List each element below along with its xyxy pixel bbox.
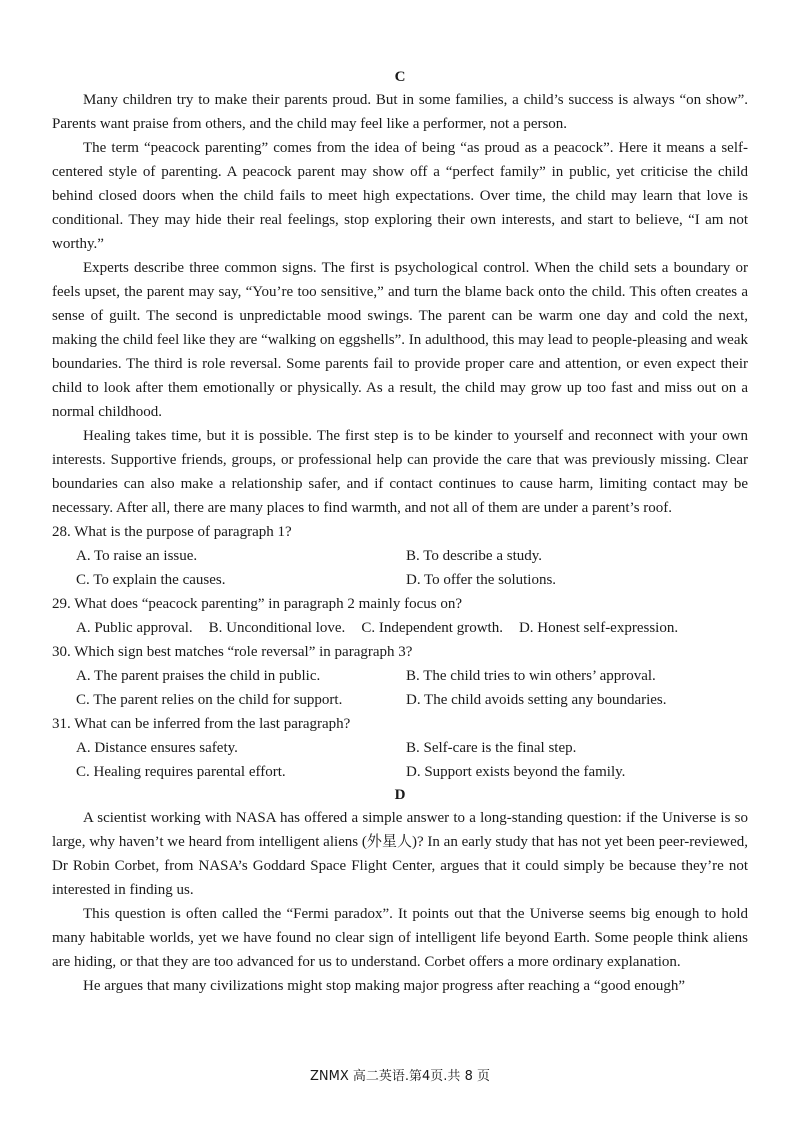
option-c: C. The parent relies on the child for support.	[76, 692, 343, 708]
option-b: B. Self-care is the final step.	[406, 740, 577, 756]
question-29	[52, 592, 748, 640]
passage-c-paragraph-2: The term “peacock parenting” comes from the idea of being “as proud as a peacock”. Here it means a self-centered style of parenting. A peacock parent may show off a “perfect family” in public, yet criticise the child behind closed doors when the child fails to meet high expectations. Over time, the child may learn that love is conditional. They may hide their real feelings, stop exploring their own interests, and start to believe, “I am not worthy.”	[52, 140, 748, 252]
question-stem: 30. Which sign best matches “role reversal” in paragraph 3?	[52, 644, 413, 660]
passage-d-paragraph-2: This question is often called the “Fermi paradox”. It points out that the Universe seems big enough to hold many habitable worlds, yet we have found no clear sign of intelligent life beyond Earth. Some people think aliens are hiding, or that they are too advanced for us to understand. Corbet offers a more ordinary explanation.	[52, 906, 748, 970]
option-b: B. Unconditional love.	[208, 620, 346, 636]
option-a: A. The parent praises the child in public.	[76, 668, 321, 684]
passage-c-paragraph-3: Experts describe three common signs. The first is psychological control. When the child sets a boundary or feels upset, the parent may say, “You’re too sensitive,” and turn the blame back onto the child. This often creates a sense of guilt. The second is unpredictable mood swings. The parent can be warm one day and cold the next, making the child feel like they are “walking on eggshells”. In adulthood, this may lead to people-pleasing and weak boundaries. The third is role reversal. Some parents fail to provide proper care and attention, or even expect their child to look after them emotionally or physically. As a result, the child may grow up too fast and miss out on a normal childhood.	[52, 260, 748, 420]
option-a: A. To raise an issue.	[76, 548, 198, 564]
option-d: D. The child avoids setting any boundaries.	[406, 692, 667, 708]
question-stem: 31. What can be inferred from the last paragraph?	[52, 716, 351, 732]
question-30	[52, 640, 748, 712]
option-b: B. To describe a study.	[406, 548, 543, 564]
answer-options	[52, 664, 748, 712]
question-stem: 29. What does “peacock parenting” in paragraph 2 mainly focus on?	[52, 596, 462, 612]
passage-d-paragraph-1: A scientist working with NASA has offered a simple answer to a long-standing question: if the Universe is so large, why haven’t we heard from intelligent aliens (外星人)? In an early study that has not yet been peer-reviewed, Dr Robin Corbet, from NASA’s Goddard Space Flight Center, argues that it could simply be because they’re not interested in finding us.	[52, 810, 748, 898]
section-c-title: C	[394, 69, 406, 85]
passage-c-paragraph-4: Healing takes time, but it is possible. The first step is to be kinder to yourself and reconnect with your own interests. Supportive friends, groups, or professional help can provide the care that was previously missing. Clear boundaries can also make a relationship safer, and if contact continues to cause harm, limiting contact may be necessary. After all, there are many places to find warmth, and not all of them are under a parent’s roof.	[52, 428, 748, 516]
page-footer: ZNMX 高二英语.第4页.共 8 页	[310, 1069, 490, 1084]
option-d: D. Support exists beyond the family.	[406, 764, 626, 780]
answer-options	[52, 736, 748, 784]
option-c: C. To explain the causes.	[76, 572, 226, 588]
option-b: B. The child tries to win others’ approval.	[406, 668, 656, 684]
question-stem: 28. What is the purpose of paragraph 1?	[52, 524, 292, 540]
option-d: D. Honest self-expression.	[518, 620, 679, 636]
option-d: D. To offer the solutions.	[406, 572, 557, 588]
option-c: C. Healing requires parental effort.	[76, 764, 286, 780]
exam-page	[52, 66, 748, 998]
option-c: C. Independent growth.	[361, 620, 503, 636]
option-a: A. Public approval.	[76, 620, 193, 636]
question-31	[52, 712, 748, 784]
passage-d-paragraph-3: He argues that many civilizations might stop making major progress after reaching a “good enough”	[83, 978, 686, 994]
question-28	[52, 520, 748, 592]
passage-c-paragraph-1: Many children try to make their parents proud. But in some families, a child’s success is always “on show”. Parents want praise from others, and the child may feel like a performer, not a person.	[52, 92, 748, 132]
answer-options	[52, 544, 748, 592]
answer-options	[52, 616, 748, 640]
section-d-title: D	[394, 787, 406, 803]
option-a: A. Distance ensures safety.	[76, 740, 238, 756]
